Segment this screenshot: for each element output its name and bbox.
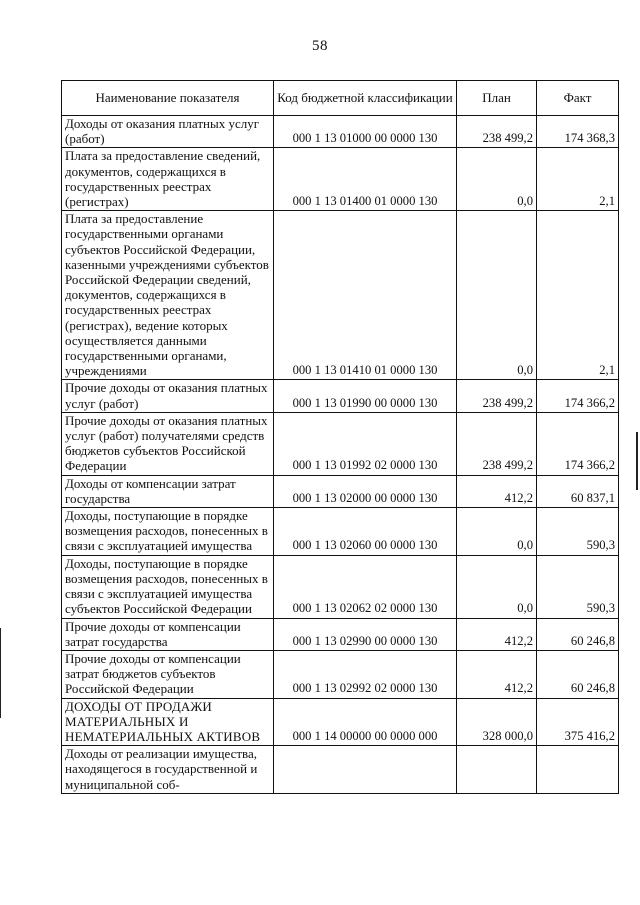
row-plan: 238 499,2 bbox=[457, 116, 537, 148]
row-fact: 2,1 bbox=[537, 211, 619, 380]
row-plan: 328 000,0 bbox=[457, 698, 537, 746]
row-code: 000 1 13 01410 01 0000 130 bbox=[274, 211, 457, 380]
row-plan: 412,2 bbox=[457, 618, 537, 650]
table-row bbox=[62, 650, 619, 698]
header-code: Код бюджетной классификации bbox=[274, 81, 457, 116]
row-code: 000 1 13 01400 01 0000 130 bbox=[274, 148, 457, 211]
table-row bbox=[62, 698, 619, 746]
row-code: 000 1 14 00000 00 0000 000 bbox=[274, 698, 457, 746]
row-code: 000 1 13 02062 02 0000 130 bbox=[274, 555, 457, 618]
row-plan: 0,0 bbox=[457, 148, 537, 211]
table-row bbox=[62, 211, 619, 380]
header-name: Наименование показателя bbox=[62, 81, 274, 116]
row-plan: 238 499,2 bbox=[457, 412, 537, 475]
row-fact: 2,1 bbox=[537, 148, 619, 211]
row-name: Прочие доходы от оказания платных услуг (работ) получателями средств бюджетов субъектов Российской Федерации bbox=[62, 412, 274, 475]
header-row bbox=[62, 81, 619, 116]
row-name: Прочие доходы от компенсации затрат государства bbox=[62, 618, 274, 650]
header-fact: Факт bbox=[537, 81, 619, 116]
row-fact: 174 366,2 bbox=[537, 380, 619, 412]
row-fact: 375 416,2 bbox=[537, 698, 619, 746]
header-plan: План bbox=[457, 81, 537, 116]
table-row bbox=[62, 508, 619, 556]
row-fact: 174 366,2 bbox=[537, 412, 619, 475]
row-code: 000 1 13 01990 00 0000 130 bbox=[274, 380, 457, 412]
row-code: 000 1 13 02060 00 0000 130 bbox=[274, 508, 457, 556]
row-name: ДОХОДЫ ОТ ПРОДАЖИ МАТЕРИАЛЬНЫХ И НЕМАТЕРИАЛЬНЫХ АКТИВОВ bbox=[62, 698, 274, 746]
row-plan bbox=[457, 746, 537, 794]
row-plan: 0,0 bbox=[457, 508, 537, 556]
row-fact: 60 246,8 bbox=[537, 650, 619, 698]
row-fact: 590,3 bbox=[537, 508, 619, 556]
row-code: 000 1 13 01992 02 0000 130 bbox=[274, 412, 457, 475]
row-name: Плата за предоставление сведений, документов, содержащихся в государственных реестрах (регистрах) bbox=[62, 148, 274, 211]
table-row bbox=[62, 380, 619, 412]
row-plan: 412,2 bbox=[457, 650, 537, 698]
row-plan: 0,0 bbox=[457, 211, 537, 380]
row-code: 000 1 13 02992 02 0000 130 bbox=[274, 650, 457, 698]
row-name: Плата за предоставление государственными органами субъектов Российской Федерации, казенными учреждениями субъектов Российской Федерации сведений, документов, содержащихся в государственных реестрах (регистрах), ведение которых осуществляется данными государственными органами, учреждениями bbox=[62, 211, 274, 380]
table-row bbox=[62, 618, 619, 650]
table-row bbox=[62, 746, 619, 794]
row-name: Прочие доходы от оказания платных услуг (работ) bbox=[62, 380, 274, 412]
table-row bbox=[62, 555, 619, 618]
row-name: Доходы от оказания платных услуг (работ) bbox=[62, 116, 274, 148]
row-plan: 412,2 bbox=[457, 475, 537, 507]
row-fact: 174 368,3 bbox=[537, 116, 619, 148]
row-name: Доходы от реализации имущества, находящегося в государственной и муниципальной соб- bbox=[62, 746, 274, 794]
budget-table bbox=[61, 80, 619, 794]
scan-edge-mark bbox=[0, 628, 1, 718]
row-code: 000 1 13 01000 00 0000 130 bbox=[274, 116, 457, 148]
row-name: Доходы, поступающие в порядке возмещения расходов, понесенных в связи с эксплуатацией имущества bbox=[62, 508, 274, 556]
row-name: Прочие доходы от компенсации затрат бюджетов субъектов Российской Федерации bbox=[62, 650, 274, 698]
row-fact: 60 837,1 bbox=[537, 475, 619, 507]
row-plan: 238 499,2 bbox=[457, 380, 537, 412]
page-number: 58 bbox=[312, 38, 328, 54]
row-code: 000 1 13 02000 00 0000 130 bbox=[274, 475, 457, 507]
row-plan: 0,0 bbox=[457, 555, 537, 618]
row-fact: 590,3 bbox=[537, 555, 619, 618]
row-fact: 60 246,8 bbox=[537, 618, 619, 650]
row-fact bbox=[537, 746, 619, 794]
row-name: Доходы от компенсации затрат государства bbox=[62, 475, 274, 507]
table-row bbox=[62, 148, 619, 211]
table-row bbox=[62, 116, 619, 148]
row-name: Доходы, поступающие в порядке возмещения расходов, понесенных в связи с эксплуатацией имущества субъектов Российской Федерации bbox=[62, 555, 274, 618]
table-row bbox=[62, 475, 619, 507]
row-code bbox=[274, 746, 457, 794]
row-code: 000 1 13 02990 00 0000 130 bbox=[274, 618, 457, 650]
table-row bbox=[62, 412, 619, 475]
scan-edge-mark bbox=[636, 432, 638, 490]
